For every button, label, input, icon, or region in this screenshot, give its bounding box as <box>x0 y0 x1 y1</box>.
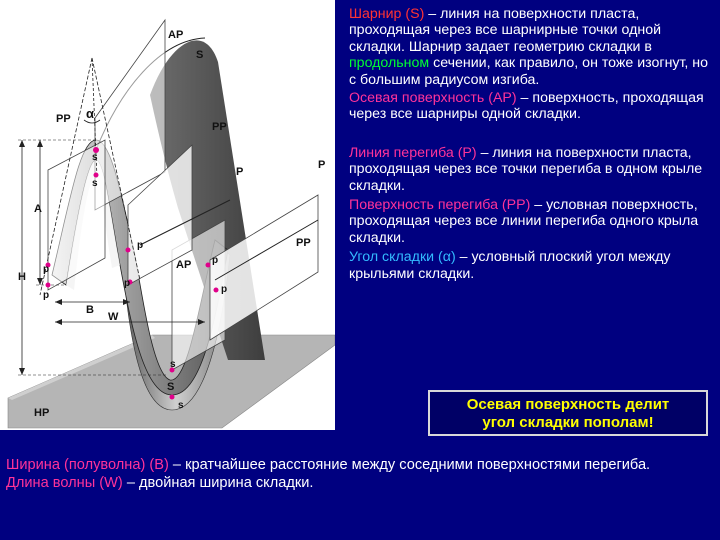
label-pp-mid: PP <box>212 121 227 133</box>
term-fold-angle: Угол складки (α) <box>349 249 456 266</box>
term-axial-surface: Осевая поверхность (AP) <box>349 90 517 107</box>
definition-wavelength <box>6 475 706 493</box>
callout-line-1: Осевая поверхность делит <box>466 396 670 413</box>
text-inflection-line: – линия на поверхности пласта, проходящая через все точки перегиба в одном крыле складки. <box>349 144 703 194</box>
definitions-block <box>349 6 715 285</box>
inflection-point-left-lower <box>46 283 51 288</box>
term-inflection-line: Линия перегиба (P) <box>349 144 477 161</box>
label-p-right: P <box>318 159 326 171</box>
label-s-trough-upper: s <box>170 359 176 370</box>
label-ap-mid: AP <box>176 259 192 271</box>
label-p-inner: p <box>137 240 144 251</box>
term-width: Ширина (полуволна) (B) <box>6 457 169 473</box>
text-hinge-after: сечении, как правило, он тоже изогнут, но с большим радиусом изгиба. <box>349 55 709 88</box>
text-width: – кратчайшее расстояние между соседними поверхностями перегиба. <box>168 457 651 473</box>
arrow-b-left <box>55 299 62 305</box>
label-p-limb-left: p <box>124 278 131 289</box>
label-alpha: α <box>86 106 94 121</box>
text-hinge: – линия на поверхности пласта, проходящая через все шарнирные точки одной складки. Шарнир задает геометрию складки в <box>349 6 662 55</box>
label-pp-right: PP <box>296 237 311 249</box>
term-wavelength: Длина волны (W) <box>6 474 123 491</box>
definition-inflection-line <box>349 145 715 194</box>
label-p-left-upper: p <box>43 264 50 275</box>
inflection-point-right <box>214 288 219 293</box>
label-s-trough-lower: s <box>178 400 184 411</box>
bottom-definitions <box>6 457 706 492</box>
hinge-point-trough-lower <box>170 395 175 400</box>
arrow-h-bottom <box>19 368 25 375</box>
text-inflection-surface: – условная поверхность, проходящая через все линии перегиба одного крыла складки. <box>349 197 699 246</box>
inflection-point-limb-right <box>206 263 211 268</box>
label-s-crest-lower: s <box>92 178 98 189</box>
callout-box <box>428 390 708 436</box>
label-s-top: S <box>196 49 204 61</box>
text-wavelength: – двойная ширина складки. <box>122 474 314 491</box>
fold-diagram <box>0 0 335 430</box>
label-p-mid: P <box>236 166 244 178</box>
text-fold-angle: – условный плоский угол между крыльями складки. <box>349 249 671 282</box>
highlight-longitudinal: продольном <box>349 55 430 72</box>
label-a: A <box>34 203 42 215</box>
label-ap-top: AP <box>168 29 184 41</box>
term-inflection-surface: Поверхность перегиба (PP) <box>349 197 531 214</box>
definition-axial-surface <box>349 90 715 123</box>
label-hp: HP <box>34 407 50 419</box>
callout-line-2: угол складки пополам! <box>482 414 654 431</box>
label-s-trough-mid: S <box>167 381 175 393</box>
definition-width <box>6 457 706 475</box>
inflection-point-inner <box>126 248 131 253</box>
text-axial-surface: – поверхность, проходящая через все шарниры одной складки. <box>349 90 704 123</box>
label-s-crest-upper: s <box>92 152 98 163</box>
label-h: H <box>18 271 26 283</box>
label-b: B <box>86 304 94 316</box>
label-w: W <box>108 311 119 323</box>
hinge-point-lower <box>94 173 99 178</box>
definition-inflection-surface <box>349 197 715 246</box>
definition-fold-angle <box>349 249 715 282</box>
label-p-right-lower: p <box>221 284 228 295</box>
arrow-a-top <box>37 140 43 147</box>
arrow-w-left <box>55 319 62 325</box>
label-p-left-lower: p <box>43 290 50 301</box>
arrow-h-top <box>19 140 25 147</box>
definition-hinge <box>349 6 715 88</box>
term-hinge: Шарнир (S) <box>349 6 425 22</box>
label-p-limb-right: p <box>212 255 219 266</box>
label-pp-left: PP <box>56 113 71 125</box>
